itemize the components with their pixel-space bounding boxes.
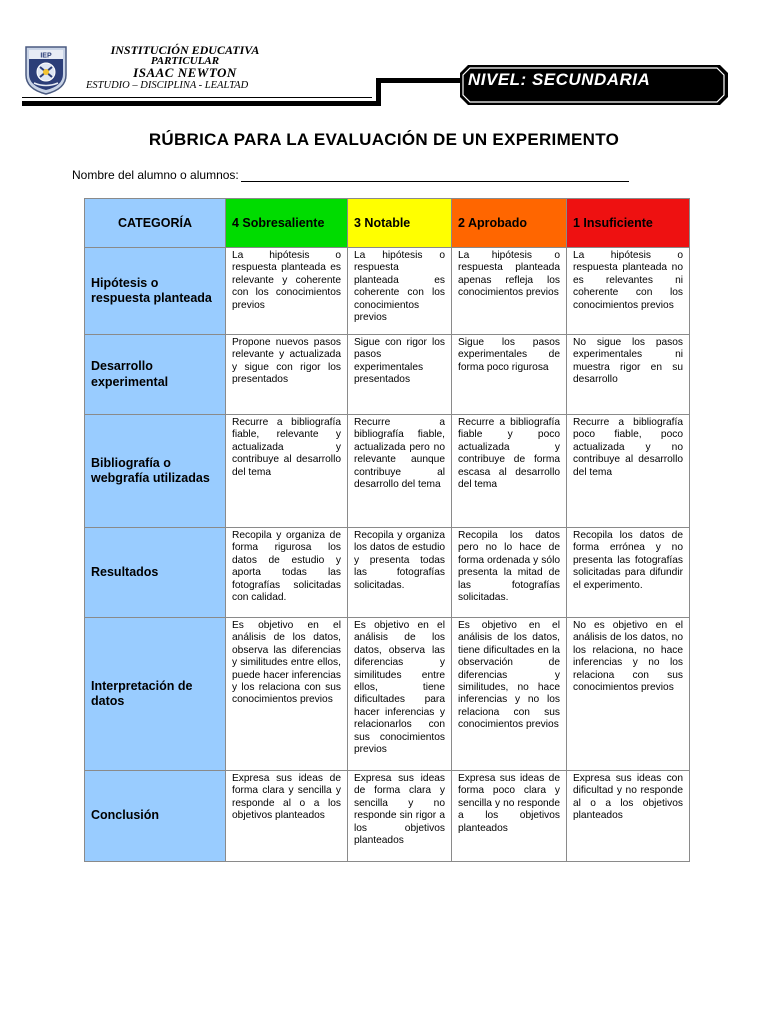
- cell-aprobado: Sigue los pasos experimentales de forma poco rigurosa: [452, 335, 567, 415]
- header-rule-top: [376, 78, 468, 83]
- row-category: Bibliografía o webgrafía utilizadas: [85, 415, 226, 528]
- student-name-blank-line: [241, 168, 629, 182]
- cell-aprobado: Recurre a bibliografía fiable y poco actualizada y contribuye de forma escasa al desarrollo del tema: [452, 415, 567, 528]
- institution-line-2: PARTICULAR: [150, 55, 220, 67]
- header-sobresaliente: 4 Sobresaliente: [226, 199, 348, 248]
- cell-sobresaliente: La hipótesis o respuesta planteada es relevante y coherente con los conocimientos previos: [226, 248, 348, 335]
- student-name-label: Nombre del alumno o alumnos:: [72, 168, 239, 182]
- table-row: [85, 335, 690, 415]
- cell-insuficiente: Recopila los datos de forma errónea y no presenta las fotografías solicitadas para difundir el experimento.: [567, 528, 690, 618]
- cell-aprobado: Expresa sus ideas de forma poco clara y sencilla y no responde a los objetivos planteados: [452, 771, 567, 862]
- table-row: [85, 415, 690, 528]
- student-name-field: [72, 168, 629, 182]
- document-title: RÚBRICA PARA LA EVALUACIÓN DE UN EXPERIMENTO: [148, 130, 620, 149]
- header-categoria: CATEGORÍA: [85, 199, 226, 248]
- header-aprobado: 2 Aprobado: [452, 199, 567, 248]
- rubric-table: [84, 198, 690, 862]
- cell-notable: Es objetivo en el análisis de los datos, observa las diferencias y similitudes entre ellos, tiene dificultades para hacer inferencias y relacionarlos con sus conocimientos previos: [348, 618, 452, 771]
- cell-aprobado: Es objetivo en el análisis de los datos, tiene dificultades en la observación de diferencias y similitudes, no hace inferencias y no los relaciona con sus conocimientos previos: [452, 618, 567, 771]
- level-badge-label: NIVEL: SECUNDARIA: [468, 70, 651, 89]
- cell-insuficiente: No es objetivo en el análisis de los datos, no los relaciona, no hace inferencias y no los relaciona con sus conocimientos previos: [567, 618, 690, 771]
- cell-notable: Recurre a bibliografía fiable, actualizada pero no relevante aunque contribuye al desarrollo del tema: [348, 415, 452, 528]
- cell-sobresaliente: Propone nuevos pasos relevante y actualizada y sigue con rigor los presentados: [226, 335, 348, 415]
- school-motto: ESTUDIO – DISCIPLINA - LEALTAD: [86, 80, 249, 91]
- cell-sobresaliente: Es objetivo en el análisis de los datos, observa las diferencias y similitudes entre ellos, puede hacer inferencias y los relaciona con sus conocimientos previos: [226, 618, 348, 771]
- cell-aprobado: La hipótesis o respuesta planteada apenas refleja los conocimientos previos: [452, 248, 567, 335]
- table-row: [85, 248, 690, 335]
- table-row: [85, 528, 690, 618]
- cell-insuficiente: Expresa sus ideas con dificultad y no responde al o a los objetivos planteados: [567, 771, 690, 862]
- header-insuficiente: 1 Insuficiente: [567, 199, 690, 248]
- row-category: Conclusión: [85, 771, 226, 862]
- row-category: Resultados: [85, 528, 226, 618]
- institution-line-1: INSTITUCIÓN EDUCATIVA: [110, 43, 260, 57]
- cell-notable: Sigue con rigor los pasos experimentales presentados: [348, 335, 452, 415]
- row-category: Desarrollo experimental: [85, 335, 226, 415]
- cell-insuficiente: La hipótesis o respuesta planteada no es relevantes ni coherente con los conocimientos previos: [567, 248, 690, 335]
- school-name: ISAAC NEWTON: [133, 65, 237, 80]
- rubric-header-row: [85, 199, 690, 248]
- cell-notable: Expresa sus ideas de forma clara y sencilla y no responde sin rigor a los objetivos planteados: [348, 771, 452, 862]
- header-rule-thin: [22, 97, 372, 98]
- table-row: [85, 771, 690, 862]
- institution-heading: [78, 44, 292, 92]
- cell-sobresaliente: Recopila y organiza de forma rigurosa los datos de estudio y aporta todas las fotografías solicitadas con calidad.: [226, 528, 348, 618]
- header-notable: 3 Notable: [348, 199, 452, 248]
- table-row: [85, 618, 690, 771]
- crest-label: IEP: [40, 52, 52, 60]
- row-category: Interpretación de datos: [85, 618, 226, 771]
- school-crest-logo: [24, 45, 68, 95]
- cell-insuficiente: No sigue los pasos experimentales ni muestra rigor en su desarrollo: [567, 335, 690, 415]
- cell-aprobado: Recopila los datos pero no lo hace de forma ordenada y sólo presenta la mitad de las fotografías solicitadas.: [452, 528, 567, 618]
- cell-insuficiente: Recurre a bibliografía poco fiable, poco actualizada y no contribuye al desarrollo del tema: [567, 415, 690, 528]
- row-category: Hipótesis o respuesta planteada: [85, 248, 226, 335]
- cell-sobresaliente: Expresa sus ideas de forma clara y sencilla y responde al o a los objetivos planteados: [226, 771, 348, 862]
- cell-sobresaliente: Recurre a bibliografía fiable, relevante y actualizada y contribuye al desarrollo del tema: [226, 415, 348, 528]
- cell-notable: Recopila y organiza los datos de estudio y presenta todas las fotografías solicitadas.: [348, 528, 452, 618]
- cell-notable: La hipótesis o respuesta planteada es coherente con los conocimientos previos: [348, 248, 452, 335]
- header-rule-thick: [22, 101, 376, 106]
